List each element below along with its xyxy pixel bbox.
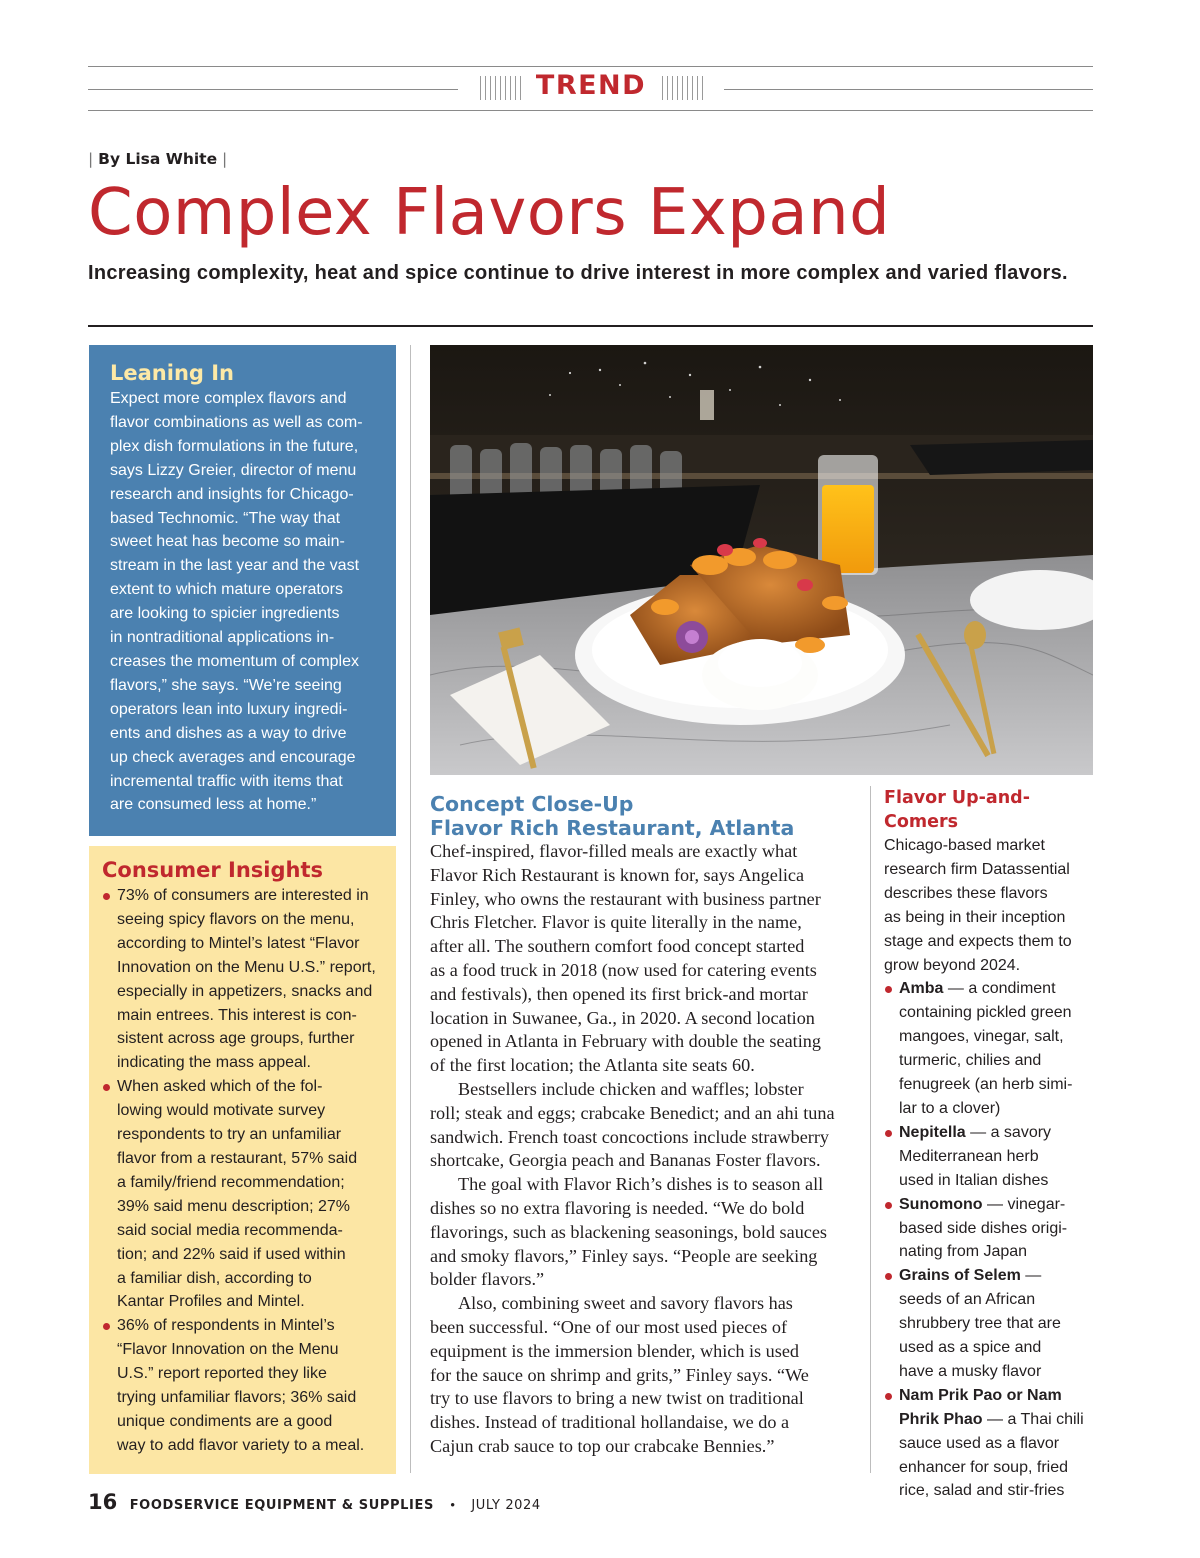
up-and-comers-heading: Flavor Up-and-Comers: [884, 788, 1030, 832]
header-rule-top: [88, 66, 1093, 67]
concept-paragraph: Also, combining sweet and savory flavors has been successful. “One of our most used pieces of equipment is the immersion blender, which is used for the sauce on shrimp and grits,” Finley says. “We try to use flavors to bring a new twist on traditional dishes. Instead of traditional hollandaise, we do a Cajun crab sauce to top our crabcake Bennies.”: [430, 1293, 809, 1456]
title-divider: [88, 325, 1093, 327]
section-label: TREND: [535, 70, 647, 101]
list-item: When asked which of the fol- lowing would motivate survey respondents to try an unfamiliar flavor from a restaurant, 57% said a family/friend recommendation; 39% said menu description; 27% said social media recommenda- tion; and 22% said if used within a familiar dish, according to Kantar Profiles and Mintel.: [102, 1075, 386, 1314]
list-item: Nepitella — a savory Mediterranean herb used in Italian dishes: [884, 1121, 1098, 1193]
concept-paragraph: Bestsellers include chicken and waffles; lobster roll; steak and eggs; crabcake Benedict; and an ahi tuna sandwich. French toast concoctions include strawberry shortcake, Georgia peach and Bananas Foster flavors.: [430, 1078, 835, 1171]
dek: Increasing complexity, heat and spice continue to drive interest in more complex and varied flavors.: [88, 262, 1068, 284]
page-footer: [88, 1490, 541, 1514]
leaning-in-box: [89, 345, 396, 836]
publication-name: FOODSERVICE EQUIPMENT & SUPPLIES: [129, 1498, 434, 1513]
list-item: Sunomono — vinegar- based side dishes origi- nating from Japan: [884, 1193, 1098, 1265]
byline: | By Lisa White |: [88, 150, 228, 168]
concept-restaurant-name: Flavor Rich Restaurant, Atlanta: [430, 816, 795, 840]
list-item: 73% of consumers are interested in seeing spicy flavors on the menu, according to Mintel’s latest “Flavor Innovation on the Menu U.S.” report, especially in appetizers, snacks and main entrees. This interest is con- sistent across age groups, further indicating the mass appeal.: [102, 884, 386, 1075]
page-number: 16: [88, 1490, 118, 1514]
footer-separator: •: [450, 1497, 455, 1512]
flavor-term: Amba: [899, 980, 944, 998]
column-divider-left: [410, 345, 411, 1473]
consumer-insights-heading: Consumer Insights: [102, 858, 324, 882]
french-toast-plate-image: [430, 345, 1093, 775]
concept-close-up: [430, 792, 870, 1459]
flavor-term: Phrik Phao: [899, 1410, 983, 1428]
consumer-insights-list: [102, 884, 386, 1458]
flavor-term: Grains of Selem: [899, 1267, 1021, 1285]
column-divider-right: [870, 786, 871, 1473]
leaning-in-text: Expect more complex flavors and flavor combinations as well as com- plex dish formulations in the future, says Lizzy Greier, director of menu research and insights for Chicago- based Technomic. “The way that sweet heat has become so main- stream in the last year and the vast extent to which mature operators are looking to spicier ingredients in nontraditional applications in- creases the momentum of complex flavors,” she says. “We’re seeing operators lean into luxury ingredi- ents and dishes as a way to drive up check averages and encourage incremental traffic with items that are consumed less at home.”: [110, 390, 363, 814]
author-name: By Lisa White: [98, 150, 218, 168]
concept-paragraph: Chef-inspired, flavor-filled meals are exactly what Flavor Rich Restaurant is known for, says Angelica Finley, who owns the restaurant with business partner Chris Fletcher. Flavor is quite literally in the name, after all. The southern comfort food concept started as a food truck in 2018 (now used for catering events and festivals), then opened its first brick-and mortar location in Suwanee, Ga., in 2020. A second location opened in Atlanta in February with double the seating of the first location; the Atlanta site seats 60.: [430, 841, 821, 1076]
flavor-term: Sunomono: [899, 1195, 983, 1213]
consumer-insights-box: [89, 846, 396, 1474]
leaning-in-heading: Leaning In: [110, 361, 235, 385]
list-item: Nam Prik Pao or Nam Phrik Phao — a Thai chili sauce used as a flavor enhancer for soup, fried rice, salad and stir-fries: [884, 1384, 1098, 1504]
concept-kicker: Concept Close-Up: [430, 792, 634, 816]
bullet-icon: [885, 986, 892, 993]
bullet-icon: [103, 1084, 110, 1091]
issue-date: JULY 2024: [471, 1498, 541, 1513]
flavor-term: Nepitella: [899, 1123, 966, 1141]
bullet-icon: [885, 1202, 892, 1209]
list-item: Amba — a condiment containing pickled green mangoes, vinegar, salt, turmeric, chilies and fenugreek (an herb simi- lar to a clover): [884, 977, 1098, 1120]
bullet-icon: [885, 1393, 892, 1400]
headline: Complex Flavors Expand: [88, 176, 891, 250]
flavor-term: Nam Prik Pao or Nam: [899, 1386, 1062, 1404]
up-and-comers-list: [884, 977, 1098, 1503]
bullet-icon: [103, 1323, 110, 1330]
list-item: Grains of Selem — seeds of an African shrubbery tree that are used as a spice and have a musky flavor: [884, 1264, 1098, 1384]
flavor-up-and-comers: [884, 786, 1098, 1503]
restaurant-photo: [430, 345, 1093, 775]
up-and-comers-intro: Chicago-based market research firm Datassential describes these flavors as being in their inception stage and expects them to grow beyond 2024.: [884, 837, 1072, 974]
bullet-icon: [885, 1273, 892, 1280]
list-item: 36% of respondents in Mintel’s “Flavor Innovation on the Menu U.S.” report reported they like trying unfamiliar flavors; 36% said unique condiments are a good way to add flavor variety to a meal.: [102, 1314, 386, 1457]
bullet-icon: [885, 1130, 892, 1137]
bullet-icon: [103, 893, 110, 900]
concept-paragraph: The goal with Flavor Rich’s dishes is to season all dishes so no extra flavoring is needed. “We do bold flavorings, such as blackening seasonings, bold sauces and smoky flavors,” Finley says. “People are seeking bolder flavors.”: [430, 1174, 828, 1290]
header-rule-bottom: [88, 110, 1093, 111]
